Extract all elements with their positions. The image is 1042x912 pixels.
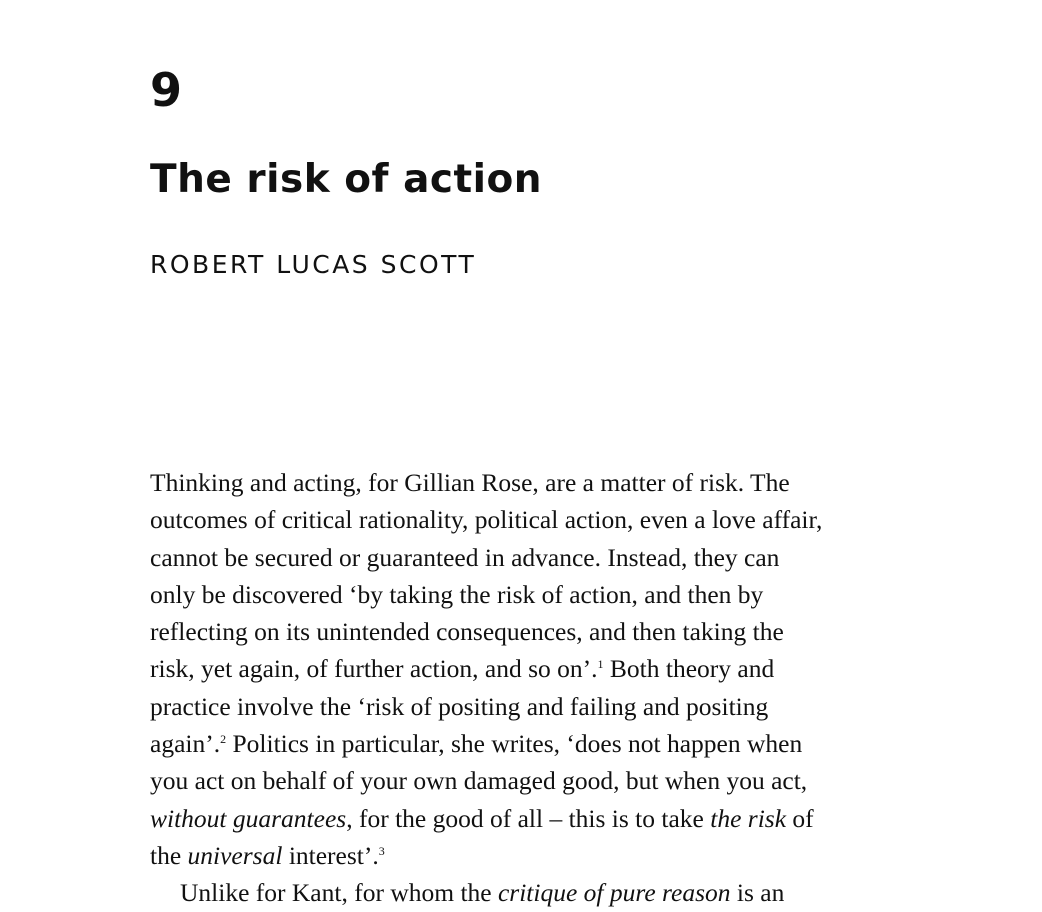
text-line <box>150 613 910 650</box>
text-run: risk, yet again, of further action, and so on’. <box>150 654 598 684</box>
footnote-marker: 3 <box>378 843 385 858</box>
text-line <box>150 501 910 538</box>
body-paragraph <box>150 464 910 912</box>
text-run: Both theory and <box>603 654 775 684</box>
text-line <box>150 650 910 687</box>
emphasized-text: the risk <box>710 803 787 833</box>
text-run: Thinking and acting, for Gillian Rose, are a matter of risk. The <box>150 468 790 497</box>
text-line <box>150 725 910 762</box>
text-run: outcomes of critical rationality, political action, even a love affair, <box>150 505 823 535</box>
chapter-number: 9 <box>150 63 183 117</box>
emphasized-text: critique of pure reason <box>497 878 731 908</box>
text-line <box>150 800 910 837</box>
text-run: Politics in particular, she writes, ‘does not happen when <box>226 729 803 759</box>
text-run: is an <box>730 878 785 908</box>
text-run: you act on behalf of your own damaged good, but when you act, <box>150 766 808 796</box>
text-line <box>150 874 910 911</box>
text-run: the <box>150 840 188 870</box>
text-run: of <box>786 803 814 833</box>
text-run: again’. <box>150 729 221 759</box>
text-run: Unlike for Kant, for whom the <box>180 878 498 908</box>
text-run: only be discovered ‘by taking the risk of action, and then by <box>150 579 764 609</box>
chapter-title: The risk of action <box>150 157 543 202</box>
footnote-marker: 2 <box>220 732 227 747</box>
footnote-marker: 1 <box>597 657 604 672</box>
text-line <box>150 688 910 725</box>
text-run: interest’. <box>282 840 379 870</box>
text-line <box>150 837 910 874</box>
text-run: reflecting on its unintended consequences, and then taking the <box>150 617 784 647</box>
text-line <box>150 576 910 613</box>
chapter-author: ROBERT LUCAS SCOTT <box>150 250 477 279</box>
emphasized-text: without guarantees <box>150 803 347 833</box>
text-run: , for the good of all – this is to take <box>346 803 711 833</box>
text-run: practice involve the ‘risk of positing and failing and positing <box>150 691 769 721</box>
text-run: cannot be secured or guaranteed in advance. Instead, they can <box>150 542 780 572</box>
text-line <box>150 539 910 576</box>
emphasized-text: universal <box>187 840 283 870</box>
text-line <box>150 464 910 501</box>
text-line <box>150 762 910 799</box>
